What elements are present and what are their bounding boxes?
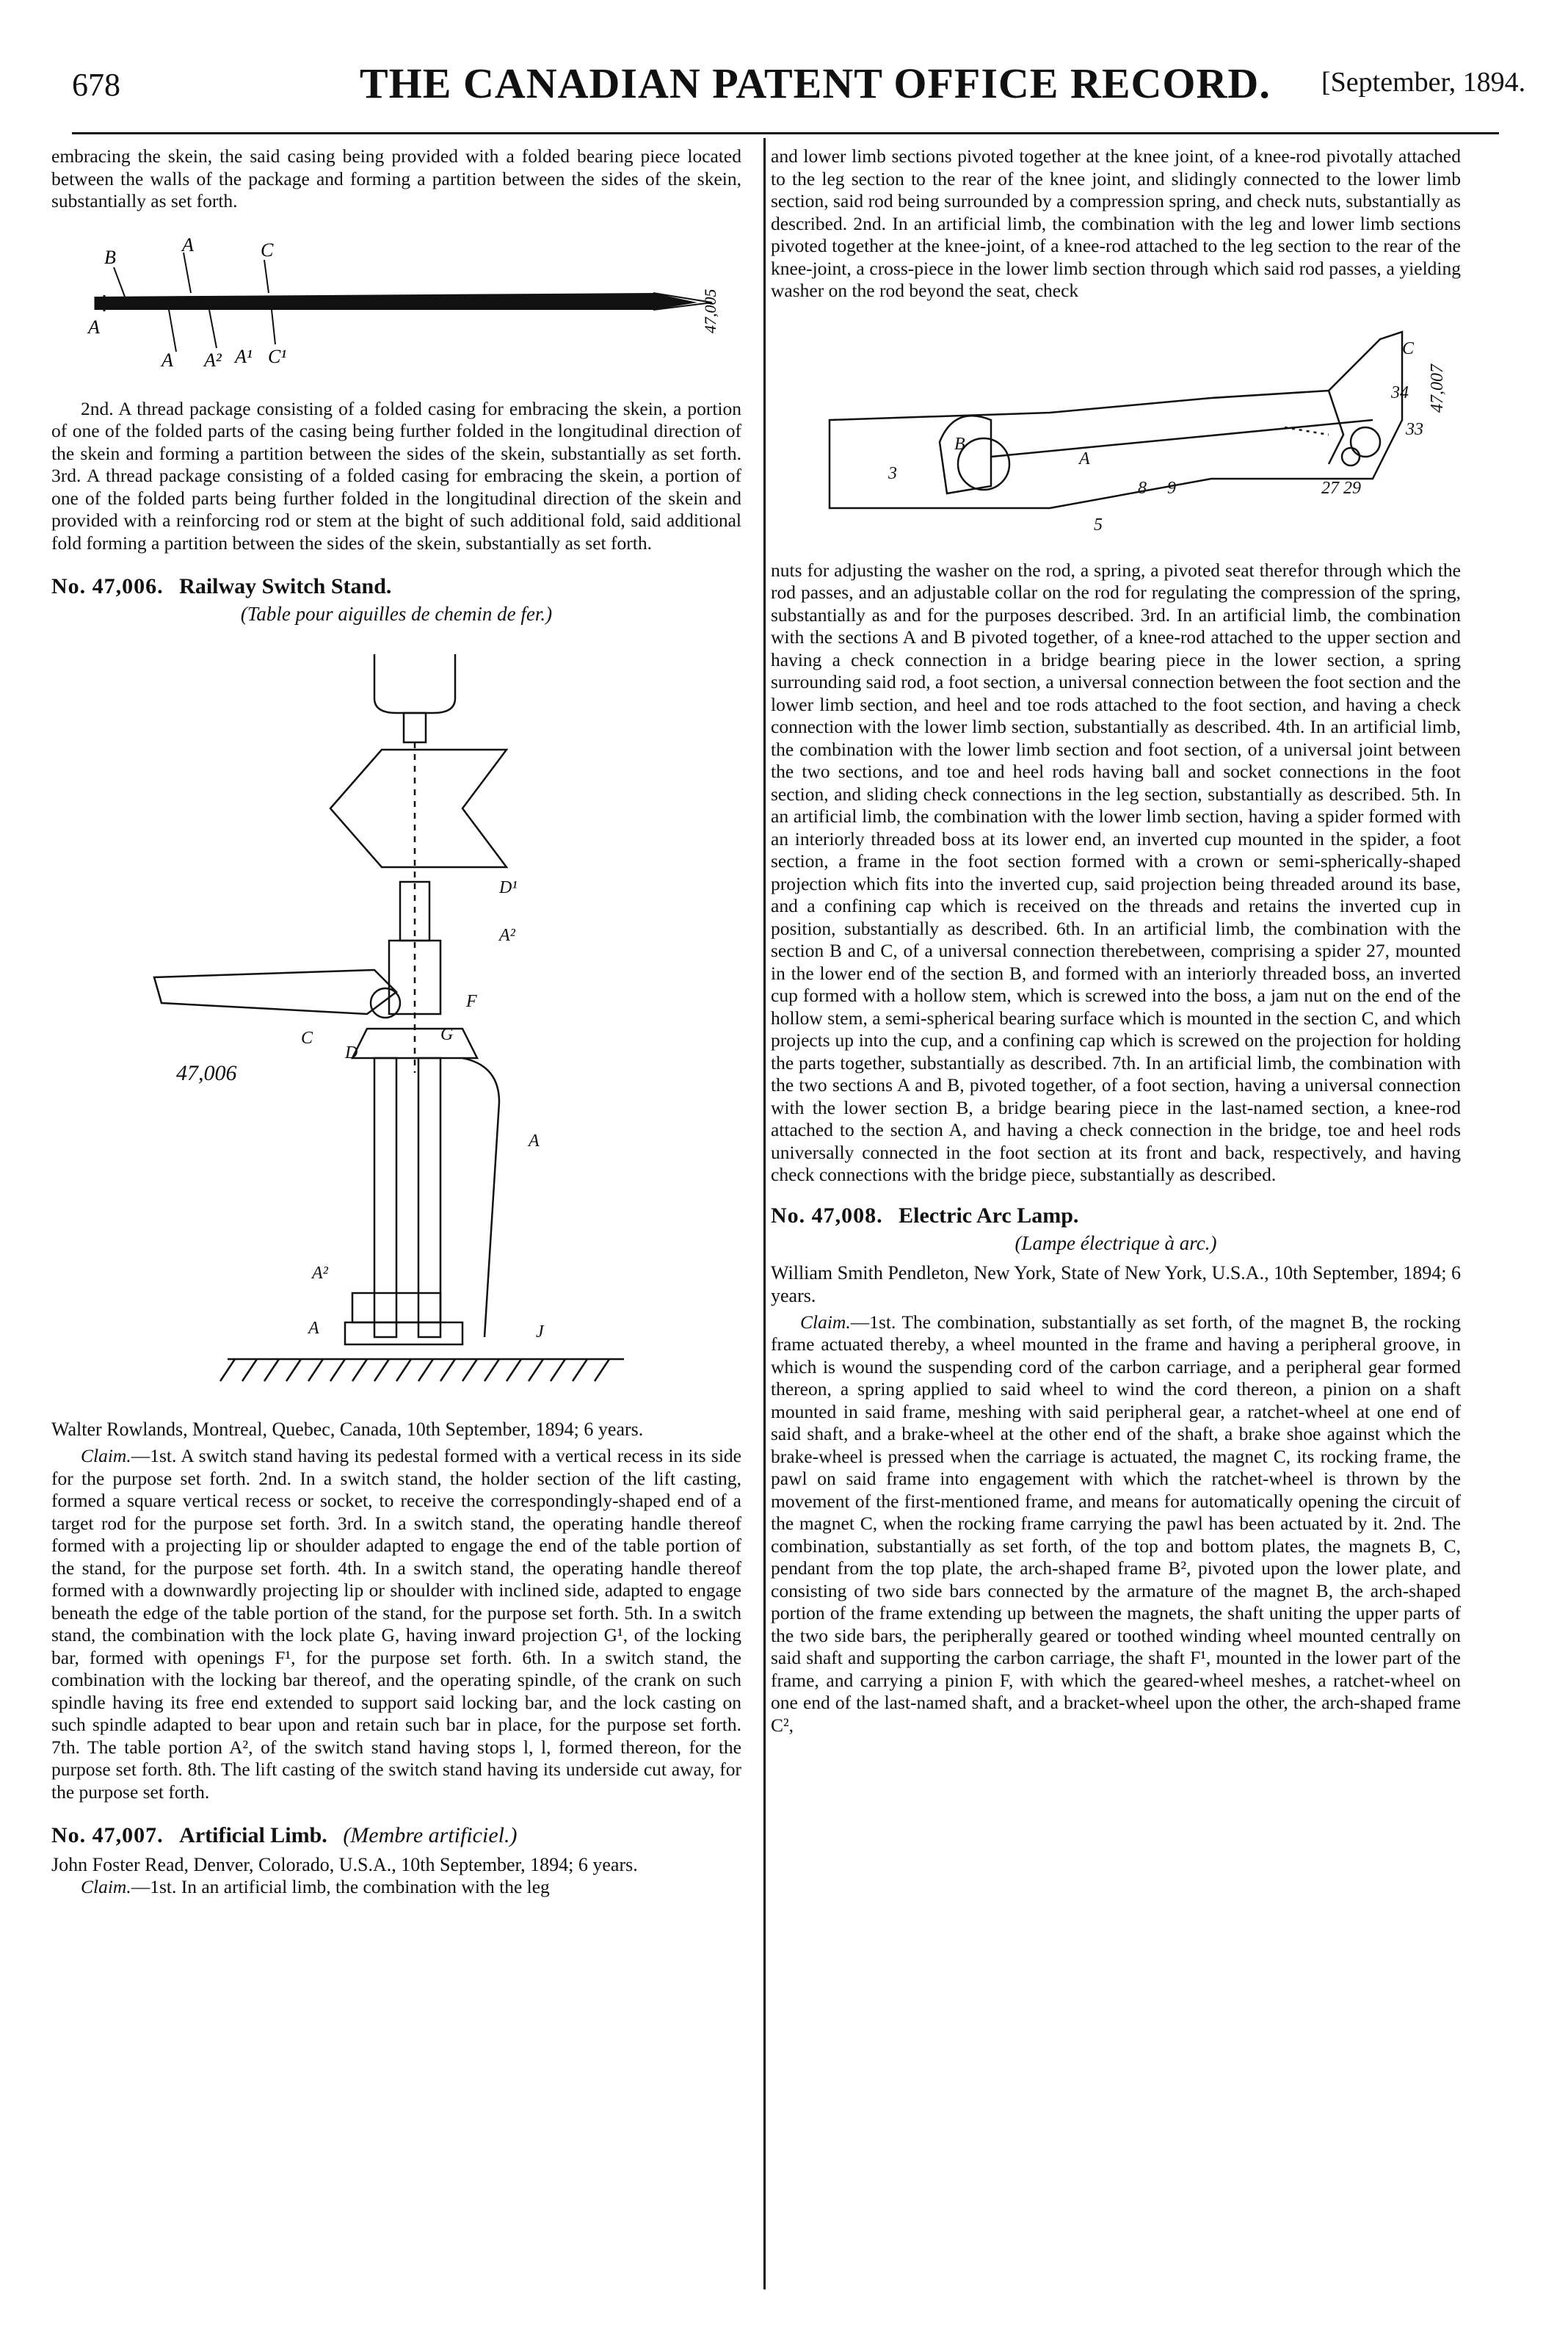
patent-heading — [51, 573, 741, 600]
fig-label: A — [529, 1131, 540, 1151]
patent-claims — [51, 1445, 741, 1803]
claim-label: Claim. — [81, 1445, 131, 1466]
figure-artificial-limb — [771, 310, 1461, 560]
claim-text: —1st. In an artificial limb, the combination with the leg — [131, 1876, 550, 1897]
patent-claims — [51, 1876, 741, 1899]
fig-label: A² — [204, 349, 222, 371]
claims-text: nuts for adjusting the washer on the rod, a spring, a pivoted seat therefor through which the rod passes, and an adjustable collar on the rod for regulating the compression of the spring, substantially as and for the purposes described. 3rd. In an artificial limb, the combination with the sections A and B pivoted together, of a knee-rod attached to the upper section and having a check connection in a bridge bearing piece in the lower section, a spring surrounding said rod, a foot section, a universal connection between the foot section and the lower limb section, and heel and toe rods attached to the foot section, and having a check connection with the lower limb section, substantially as described. 4th. In an artificial limb, the combination with the lower limb section and foot section, of a universal joint between the two sections, and toe and heel rods having ball and socket connections in the foot section, and sliding check connections in the leg section, substantially as described. 5th. In an artificial limb, the combination with the lower limb section, having a spider formed with an interiorly threaded boss at its lower end, an inverted cup mounted in the spider, a foot section, a frame in the foot section formed with a crown or semi-spherically-shaped projection which fits into the inverted cup, said projection being threaded around its base, and a confining cap which is received on the threads and retains the inverted cup in position, substantially as described. 6th. In an artificial limb, the combination with the section B and C, of a universal connection therebetween, comprising a spider 27, mounted in the lower end of the section B, and formed with an interiorly threaded boss, an inverted cup formed with a hollow stem, which is screwed into the boss, a jam nut on the end of the hollow stem, a semi-spherical bearing surface which is mounted in the section C, and which projects up into the cup, and a confining cap which is screwed on the projection for holding the parts together, substantially as described. 7th. In an artificial limb, the combination with the two sections A and B, pivoted together, of a foot section, having a universal connection with the lower section B, a bridge bearing piece in the last-named section, a knee-rod attached to the section A, and having a check connection in the bridge, toe and heel rods universally connected in the foot section at its front and back, respectively, and having check connections with the bridge piece, substantially as described. — [771, 559, 1461, 1185]
fig-label: A — [182, 233, 194, 256]
fig-label: A¹ — [235, 345, 253, 367]
fig-label: J — [536, 1322, 544, 1341]
patent-number: No. 47,007. — [51, 1823, 164, 1847]
fig-label: F — [466, 992, 477, 1011]
fig-label: 34 — [1391, 383, 1409, 402]
fig-number: 47,005 — [701, 289, 719, 333]
inventor-line: John Foster Read, Denver, Colorado, U.S.A., 10th September, 1894; 6 years. — [51, 1854, 638, 1875]
fig-label: A — [161, 349, 173, 371]
figure-switch-stand — [51, 632, 741, 1418]
claim-label: Claim. — [800, 1311, 851, 1333]
claim-text: —1st. The combination, substantially as set forth, of the magnet B, the rocking frame actuated thereby, a wheel mounted in the frame and having a peripheral groove, in which is wound the suspending cord of the carbon carriage, and a peripheral gear formed thereon, a spring applied to said wheel to wind the cord thereon, a pinion on a shaft mounted in said frame, meshing with said peripheral gear, a ratchet-wheel at one end of said shaft, and a brake-wheel at the other end of the shaft, a brake shoe against which the brake-wheel is pressed when the carriage is actuated, the magnet C, its rocking frame, the pawl on said frame into engagement with which the ratchet-wheel is thrown by the movement of the first-mentioned frame, and means for automatically opening the circuit of the magnet C, when the rocking frame carrying the pawl has been actuated by it. 2nd. The combination, substantially as set forth, of the top and bottom plates, the magnets B, C, pendant from the top plate, the arch-shaped frame B², pivoted upon the lower plate, and consisting of two side bars connected by the armature of the magnet B, the arch-shaped portion of the frame extending up between the magnets, the shaft uniting the upper parts of the two side bars, the peripherally geared or toothed winding wheel mounted centrally on said shaft and supporting the carbon carriage, the shaft F¹, mounted in the lower part of the frame, and carrying a pinion F, with which the geared-wheel meshes, a ratchet-wheel on one end of the last-named shaft, and a bracket-wheel upon the other, the arch-shaped frame C², — [771, 1311, 1461, 1736]
fig-label: 8 — [1138, 478, 1147, 498]
figure-thread-package — [51, 223, 741, 377]
patent-entry-47006 — [51, 573, 741, 1803]
patent-french-title: (Lampe électrique à arc.) — [1015, 1231, 1217, 1254]
patent-title: Artificial Limb. — [179, 1823, 327, 1847]
fig-label: C — [1402, 338, 1415, 358]
claim-text: —1st. A switch stand having its pedestal formed with a vertical recess in its side for the purpose set forth. 2nd. In a switch stand, the holder section of the lift casting, formed a square vertical recess or socket, to receive the correspondingly-shaped end of a target rod for the purpose set forth. 3rd. In a switch stand, the operating handle thereof formed with a projecting lip or shoulder adapted to engage the end of the table portion of the stand, for the purpose set forth. 4th. In a switch stand, the operating handle thereof formed with a downwardly projecting lip or shoulder with inclined side, adapted to engage beneath the edge of the table portion of the stand, for the purpose set forth. 5th. In a switch stand, the combination with the lock plate G, having inward projection G¹, of the locking bar, formed with openings F¹, for the purpose set forth. 6th. In a switch stand, the combination with the locking bar thereof, and the operating spindle, of the crank on such spindle having its free end extended to support said locking bar, and the lock casting on such spindle adapted to bear upon and retain such bar in place, for the purpose set forth. 7th. The table portion A², of the switch stand having stops l, l, formed thereon, for the purpose set forth. 8th. The lift casting of the switch stand having its underside cut away, for the purpose set forth. — [51, 1445, 741, 1803]
column-divider — [763, 138, 766, 2289]
publication-title: THE CANADIAN PATENT OFFICE RECORD. — [360, 59, 1271, 107]
fig-label: A² — [499, 926, 515, 945]
patent-claims — [771, 1311, 1461, 1737]
inventor-line: Walter Rowlands, Montreal, Quebec, Canada, 10th September, 1894; 6 years. — [51, 1419, 644, 1440]
fig-label: 9 — [1167, 478, 1176, 498]
fig-label: 3 — [888, 463, 897, 483]
patent-french-title: (Table pour aiguilles de chemin de fer.) — [240, 603, 553, 625]
fig-number: 47,006 — [176, 1061, 237, 1085]
page-header — [0, 0, 1568, 140]
claims-text: 2nd. A thread package consisting of a folded casing for embracing the skein, a portion of one of the folded parts of the casing being further folded in the longitudinal direction of the skein and forming a partition between the sides of the skein, substantially as set forth. 3rd. A thread package consisting of a folded casing for embracing the skein, a portion of one of the folded parts being further folded in the longitudinal direction of the skein and provided with a reinforcing rod or stem at the bight of such additional fold, said additional fold forming a partition between the sides of the skein, substantially as set forth. — [51, 397, 741, 554]
fig-label: 27 — [1321, 478, 1339, 498]
patent-title: Electric Arc Lamp. — [899, 1203, 1079, 1228]
patent-entry-47008 — [771, 1203, 1461, 1737]
fig-label: C — [301, 1029, 313, 1048]
patent-entry-47007 — [51, 1822, 741, 1899]
fig-label: G — [440, 1025, 454, 1044]
fig-label: 29 — [1343, 478, 1361, 498]
fig-label: D¹ — [499, 878, 518, 897]
patent-title: Railway Switch Stand. — [179, 574, 392, 598]
fig-label: D — [345, 1043, 358, 1062]
fig-label: A² — [312, 1264, 328, 1283]
fig-label: B — [104, 246, 116, 268]
fig-label: 33 — [1406, 419, 1423, 439]
left-column — [51, 145, 741, 1899]
page-number: 678 — [72, 67, 120, 103]
continued-text: and lower limb sections pivoted together at the knee joint, of a knee-rod pivotally attached to the leg section to the rear of the knee joint, and slidingly connected to the lower limb section, said rod being surrounded by a compression spring, and check nuts, substantially as described. 2nd. In an artificial limb, the combination with the leg and lower limb sections pivoted together at the knee-joint, of a knee-rod attached to the leg section to the rear of the knee-joint, a cross-piece in the lower limb section through which said rod passes, a yielding washer on the rod beyond the seat, check — [771, 145, 1461, 301]
patent-number: No. 47,006. — [51, 574, 164, 598]
patent-number: No. 47,008. — [771, 1203, 883, 1228]
fig-label: 5 — [1094, 515, 1103, 535]
switch-stand-drawing — [51, 632, 741, 1418]
inventor-line: William Smith Pendleton, New York, State of New York, U.S.A., 10th September, 1894; 6 years. — [771, 1261, 1461, 1306]
artificial-limb-drawing — [771, 310, 1461, 560]
patent-heading — [771, 1203, 1461, 1229]
fig-label: A — [308, 1319, 319, 1338]
fig-label: B — [954, 434, 965, 454]
header-rule — [72, 132, 1499, 134]
fig-label: A — [88, 316, 100, 338]
continued-text: embracing the skein, the said casing being provided with a folded bearing piece located between the walls of the package and forming a partition between the sides of the skein, substantially as set forth. — [51, 145, 741, 211]
right-column — [771, 145, 1461, 1737]
issue-date: [September, 1894. — [1321, 67, 1526, 98]
patent-heading — [51, 1822, 741, 1849]
claim-label: Claim. — [81, 1876, 131, 1897]
thread-package-drawing — [51, 223, 741, 377]
fig-number: 47,007 — [1428, 363, 1447, 413]
patent-french-title: (Membre artificiel.) — [343, 1823, 518, 1847]
fig-label: C¹ — [268, 345, 287, 367]
fig-label: A — [1079, 449, 1090, 468]
fig-label: C — [261, 239, 274, 261]
